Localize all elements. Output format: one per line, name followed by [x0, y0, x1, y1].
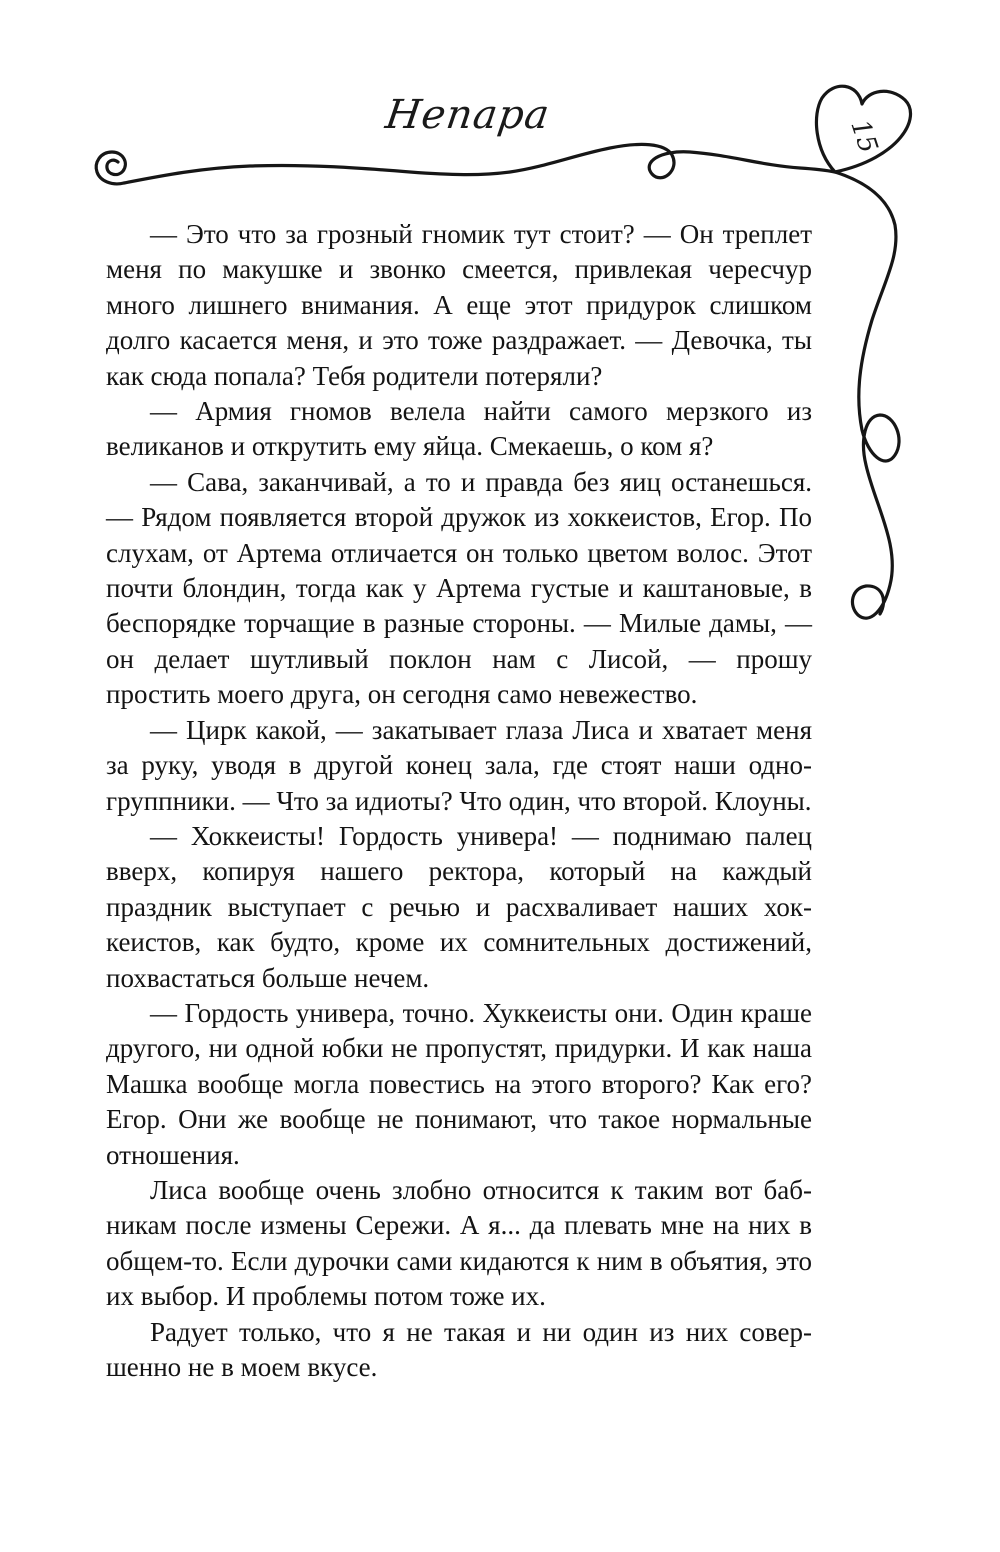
right-vertical-flourish: [835, 172, 899, 618]
page-number: 15: [844, 116, 884, 157]
paragraph: Радует только, что я не такая и ни один из них совершенно не в моем вкусе.: [106, 1316, 812, 1382]
paragraph: — Сава, заканчивай, а то и правда без яиц останешься. — Рядом появляется второй дружок из хоккеистов, Егор. По слухам, от Артема отличается он только цветом волос. Этот почти блондин, тогда как у Артема густые и каштановые, в беспорядке торчащие в разные стороны. — Милые дамы, — он делает шутливый поклон нам с Лисой, — прошу простить моего друга, он сегодня само невежество.: [106, 466, 812, 710]
paragraph: — Цирк какой, — закатывает глаза Лиса и хватает меня за руку, уводя в другой конец зала, где стоят наши одногруппники. — Что за идиоты? Что один, что второй. Клоуны.: [106, 714, 812, 816]
paragraph: — Армия гномов велела найти самого мерзкого из великанов и открутить ему яйца. Смекаешь, о ком я?: [106, 396, 812, 462]
paragraph: — Гордость универа, точно. Хуккеисты они. Один краше другого, ни одной юбки не пропустят, придурки. И как наша Машка вообще могла повестись на этого второго? Как его? Егор. Они же вообще не понимают, что такое нормальные отношения.: [106, 997, 812, 1170]
paragraph: Лиса вообще очень злобно относится к таким вот бабникам после измены Сережи. А я... да плевать мне на них в общем-то. Если дурочки сами кидаются к ним в объятия, это их выбор. И проблемы потом тоже их.: [106, 1174, 812, 1312]
paragraph: — Это что за грозный гномик тут стоит? — Он треплет меня по макушке и звонко смеется, привлекая чересчур много лишнего внимания. А еще этот придурок слишком долго касается меня, и это тоже раздражает. — Девочка, ты как сюда попала? Тебя родители потеряли?: [106, 219, 812, 391]
running-title: Непара: [382, 92, 553, 138]
body-text: [106, 217, 812, 1385]
left-spiral-curl: [96, 152, 125, 184]
paragraph: — Хоккеисты! Гордость универа! — поднимаю палец вверх, копируя нашего ректора, который на каждый праздник выступает с речью и расхваливает наших хоккеистов, как будто, кроме их сомнительных достижений, похвастаться больше нечем.: [106, 820, 812, 993]
